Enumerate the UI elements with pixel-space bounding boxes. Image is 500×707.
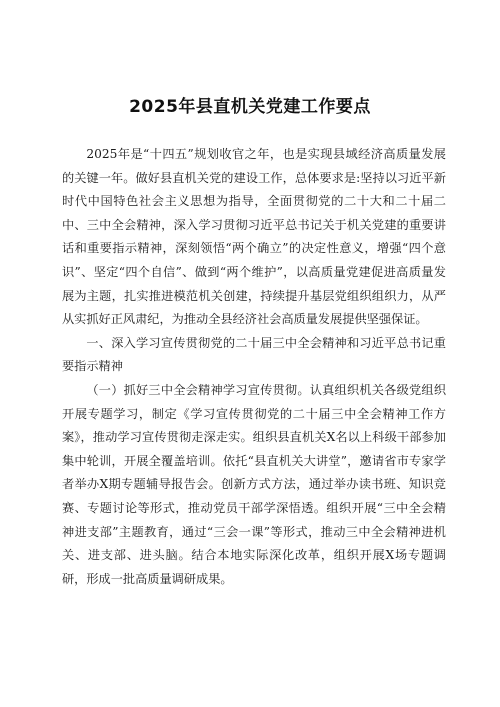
section-1-item-1-lead: （一）抓好三中全会精神学习宣传贯彻。 [86, 382, 310, 397]
document-title: 2025年县直机关党建工作要点 [129, 97, 371, 117]
section-1-heading: 一、深入学习宣传贯彻党的二十届三中全会精神和习近平总书记重要指示精神 [62, 335, 446, 374]
section-1-item-1-paragraph [62, 379, 446, 591]
section-1-item-1-text: 认真组织机关各级党组织开展专题学习，制定《学习宣传贯彻党的二十届三中全会精神工作方案》，推动学习宣传贯彻走深走实。组织县直机关X名以上科级干部参加集中轮训，开展全覆盖培训。依托“县直机关大讲堂”，邀请省市专家学者举办X期专题辅导报告会。创新方式方法，通过举办读书班、知识竞赛、专题讨论等形式，推动党员干部学深悟透。组织开展“三中全会精神进支部”主题教育，通过“三会一课”等形式，推动三中全会精神进机关、进支部、进头脑。结合本地实际深化改革，组织开展X场专题调研，形成一批高质量调研成果。 [62, 382, 447, 586]
document-body [62, 143, 446, 591]
intro-paragraph: 2025年是“十四五”规划收官之年，也是实现县域经济高质量发展的关键一年。做好县直机关党的建设工作，总体要求是:坚持以习近平新时代中国特色社会主义思想为指导，全面贯彻党的二十大和二十届二中、三中全会精神，深入学习贯彻习近平总书记关于机关党建的重要讲话和重要指示精神，深刻领悟“两个确立”的决定性意义，增强“四个意识”、坚定“四个自信”、做到“两个维护”，以高质量党建促进高质量发展为主题，扎实推进模范机关创建，持续提升基层党组织组织力，从严从实抓好正风肃纪，为推动全县经济社会高质量发展提供坚强保证。 [62, 147, 446, 327]
